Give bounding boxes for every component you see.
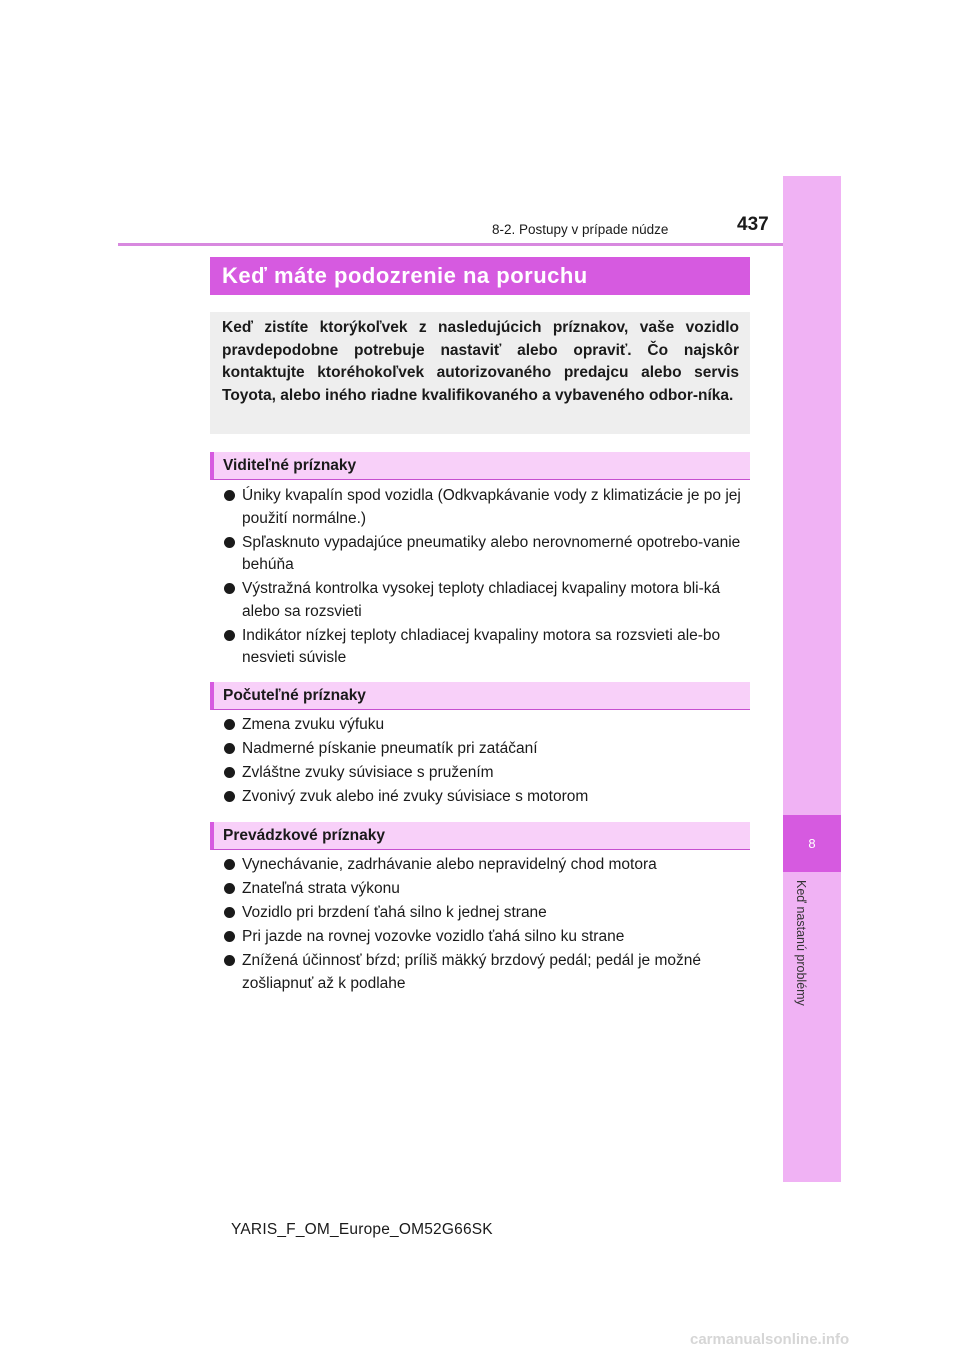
header-divider: [118, 243, 783, 246]
intro-text: Keď zistíte ktorýkoľvek z nasledujúcich príznakov, vaše vozidlo pravdepodobne potrebuje nastaviť alebo opraviť. Čo najskôr kontaktujte ktoréhokoľvek autorizovaného predajcu alebo servis Toyota, alebo iného riadne kvalifikovaného a vybaveného odbor-níka.: [222, 319, 739, 404]
bullet-icon: [224, 537, 235, 548]
intro-box: [210, 312, 750, 434]
list-operational-symptoms: [224, 854, 748, 997]
page-number: 437: [737, 214, 769, 235]
list-item: Znížená účinnosť bŕzd; príliš mäkký brzdový pedál; pedál je možné zošliapnuť až k podlahe: [224, 950, 748, 995]
chapter-side-tab: [783, 176, 841, 1182]
chapter-number: 8: [783, 815, 841, 872]
bullet-icon: [224, 767, 235, 778]
bullet-icon: [224, 955, 235, 966]
section-title: 8-2. Postupy v prípade núdze: [492, 222, 669, 237]
bullet-icon: [224, 791, 235, 802]
list-item: Pri jazde na rovnej vozovke vozidlo ťahá silno ku strane: [224, 926, 748, 949]
list-item: Nadmerné pískanie pneumatík pri zatáčaní: [224, 738, 748, 761]
subheading-audible-symptoms: Počuteľné príznaky: [210, 682, 750, 710]
bullet-icon: [224, 743, 235, 754]
bullet-icon: [224, 490, 235, 501]
subheading-visible-symptoms: Viditeľné príznaky: [210, 452, 750, 480]
bullet-icon: [224, 931, 235, 942]
bullet-icon: [224, 719, 235, 730]
bullet-icon: [224, 907, 235, 918]
list-item: Výstražná kontrolka vysokej teploty chladiacej kvapaliny motora bli-ká alebo sa rozsvieti: [224, 578, 748, 623]
bullet-icon: [224, 883, 235, 894]
list-visible-symptoms: [224, 485, 748, 671]
list-item: Zmena zvuku výfuku: [224, 714, 748, 737]
chapter-label: Keď nastanú problémy: [794, 880, 808, 1006]
list-item: Vozidlo pri brzdení ťahá silno k jednej strane: [224, 902, 748, 925]
list-item: Úniky kvapalín spod vozidla (Odkvapkávanie vody z klimatizácie je po jej použití normálne.): [224, 485, 748, 530]
list-item: Zvonivý zvuk alebo iné zvuky súvisiace s motorom: [224, 786, 748, 809]
watermark: carmanualsonline.info: [690, 1331, 850, 1348]
page-title: Keď máte podozrenie na poruchu: [210, 257, 750, 295]
list-item: Znateľná strata výkonu: [224, 878, 748, 901]
list-item: Zvláštne zvuky súvisiace s pružením: [224, 762, 748, 785]
document-code-footer: YARIS_F_OM_Europe_OM52G66SK: [231, 1221, 493, 1238]
list-item: Indikátor nízkej teploty chladiacej kvapaliny motora sa rozsvieti ale-bo nesvieti súvisle: [224, 625, 748, 670]
bullet-icon: [224, 859, 235, 870]
list-audible-symptoms: [224, 714, 748, 810]
list-item: Vynechávanie, zadrhávanie alebo nepravidelný chod motora: [224, 854, 748, 877]
subheading-operational-symptoms: Prevádzkové príznaky: [210, 822, 750, 850]
bullet-icon: [224, 630, 235, 641]
list-item: Spľasknuto vypadajúce pneumatiky alebo nerovnomerné opotrebo-vanie behúňa: [224, 532, 748, 577]
bullet-icon: [224, 583, 235, 594]
